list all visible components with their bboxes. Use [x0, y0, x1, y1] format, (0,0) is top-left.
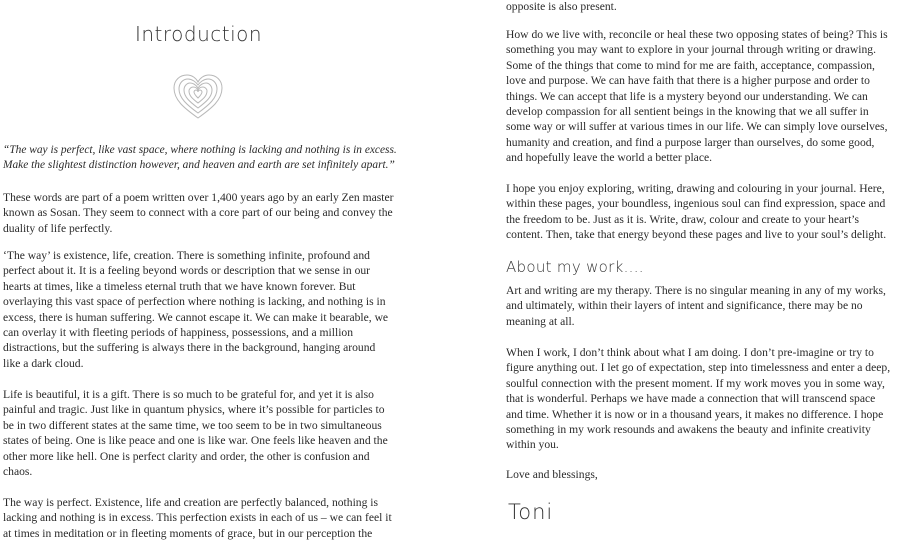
paragraph-reconcile: How do we live with, reconcile or heal these two opposing states of being? This is something you may want to explore in your journal through writing or drawing. Some of the things that come to mind for me are faith, acceptance, compassion, love and purpose. We can have faith that there is a higher purpose and order to things. We can accept that life is a mystery beyond our understanding. We can develop compassion for all sentient beings in the knowing that we all suffer in some way or will suffer at various times in our life. We can simply love ourselves, humanity and creation, and find a purpose larger than ourselves, do some good, and hopefully leave the world a better place.: [506, 28, 888, 165]
signature: Toni: [508, 500, 554, 524]
paragraph-life-beautiful: Life is beautiful, it is a gift. There is so much to be grateful for, and yet it is also painful and tragic. Just like in quantum physics, where it’s possible for particles to be in two different states at the same time, we too seem to be in two simultaneous states of being. One is like peace and one is like war. One feels like heaven and the other more like hell. One is perfect clarity and order, the other is confusion and chaos.: [3, 388, 388, 479]
paragraph-opposite: opposite is also present.: [506, 0, 617, 13]
concentric-heart-icon: [170, 72, 226, 122]
zen-quote: “The way is perfect, like vast space, where nothing is lacking and nothing is in excess. Make the slightest distinction however, and heaven and earth are set infinitely apart.”: [3, 144, 397, 172]
paragraph-the-way: ‘The way’ is existence, life, creation. There is something infinite, profound and perfect about it. It is a feeling beyond words or description that we sense in our hearts at times, like a timeless eternal truth that we have known forever. But overlaying this vast space of perfection where nothing is lacking, and nothing is in excess, there is human suffering. We cannot escape it. We can make it bearable, we can overlay it with fleeting periods of happiness, possessions, and a million distractions, but the suffering is always there in the background, hanging around like a dark cloud.: [3, 249, 389, 370]
page-title: Introduction: [134, 22, 263, 46]
paragraph-way-perfect: The way is perfect. Existence, life and creation are perfectly balanced, nothing is lacking and nothing is in excess. This perfection exists in each of us – we can feel it at times in meditation or in fleeting moments of grace, but in our perception the: [3, 496, 392, 540]
paragraph-art-therapy: Art and writing are my therapy. There is no singular meaning in any of my works, and ultimately, within their layers of intent and significance, there may be no meaning at all.: [506, 284, 886, 328]
closing-line: Love and blessings,: [506, 468, 598, 481]
left-page: [0, 0, 400, 543]
right-page: [506, 0, 896, 543]
section-heading-about-work: About my work....: [506, 258, 644, 276]
paragraph-when-i-work: When I work, I don’t think about what I am doing. I don’t pre-imagine or try to figure anything out. I let go of expectation, step into timelessness and enter a deep, soulful connection with the present moment. If my work moves you in some way, that is wonderful. Perhaps we have made a connection that will transcend space and time. Whether it is now or in a thousand years, it makes no difference. I hope something in my work resounds and awakens the beauty and infinite creativity within you.: [506, 346, 891, 452]
paragraph-enjoy-journal: I hope you enjoy exploring, writing, drawing and colouring in your journal. Here, within these pages, your boundless, ingenious soul can find expression, space and the freedom to be. Just as it is. Write, draw, colour and create to your heart’s content. Then, take that energy beyond these pages and live to your soul’s delight.: [506, 182, 887, 242]
paragraph-sosan: These words are part of a poem written over 1,400 years ago by an early Zen master known as Sosan. They seem to connect with a core part of our being and convey the duality of life perfectly.: [3, 191, 394, 235]
